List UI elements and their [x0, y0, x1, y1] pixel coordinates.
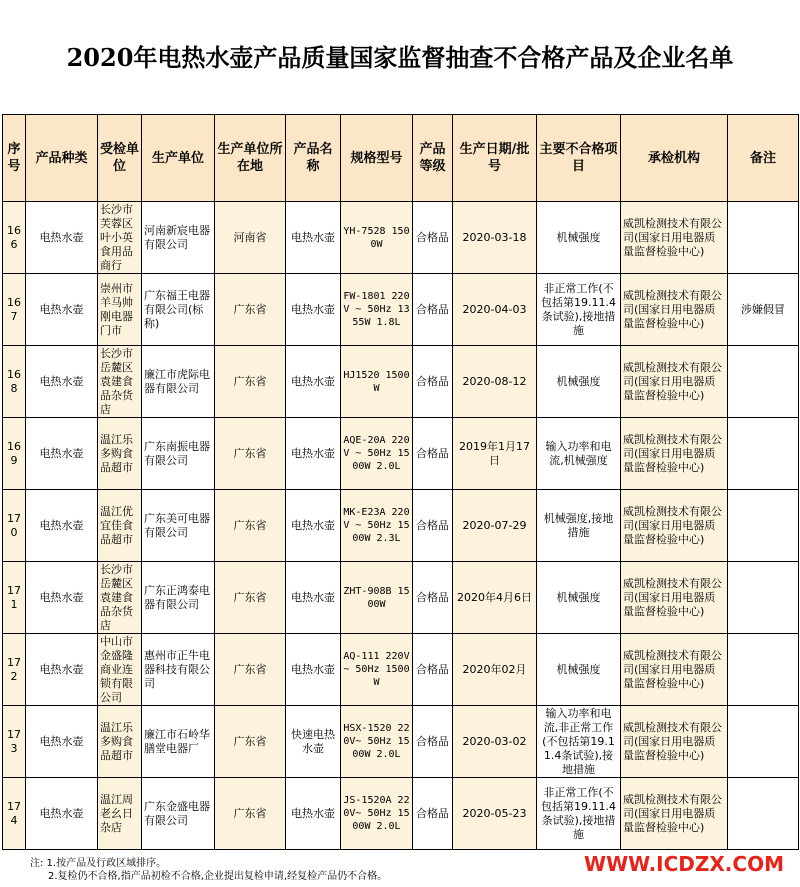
cell-grade: 合格品 [413, 562, 453, 634]
cell-defect: 机械强度 [537, 562, 621, 634]
cell-product: 电热水壶 [286, 274, 341, 346]
header-row [3, 115, 799, 202]
cell-location: 广东省 [215, 562, 286, 634]
cell-model: ZHT-908B 1500W [341, 562, 413, 634]
cell-product: 电热水壶 [286, 418, 341, 490]
header-date: 生产日期/批号 [453, 115, 537, 202]
cell-date: 2020-03-02 [453, 706, 537, 778]
cell-defect: 非正常工作(不包括第19.11.4条试验),接地措施 [537, 778, 621, 850]
header-lab: 承检机构 [621, 115, 728, 202]
cell-no: 173 [3, 706, 26, 778]
footnote-2: 2.复检仍不合格,指产品初检不合格,企业提出复检申请,经复检产品仍不合格。 [48, 871, 388, 882]
table-body [3, 202, 799, 850]
cell-defect: 输入功率和电流,机械强度 [537, 418, 621, 490]
cell-location: 广东省 [215, 778, 286, 850]
table-row [3, 706, 799, 778]
cell-model: YH-7528 1500W [341, 202, 413, 274]
table-row [3, 562, 799, 634]
cell-producer: 广东南振电器有限公司 [142, 418, 215, 490]
cell-no: 166 [3, 202, 26, 274]
cell-product: 电热水壶 [286, 346, 341, 418]
header-grade: 产品等级 [413, 115, 453, 202]
cell-grade: 合格品 [413, 418, 453, 490]
cell-inspected: 长沙市岳麓区袁建食品杂货店 [98, 562, 142, 634]
cell-producer: 河南新宸电器有限公司 [142, 202, 215, 274]
table-row [3, 346, 799, 418]
cell-lab: 威凯检测技术有限公司(国家日用电器质量监督检验中心) [621, 562, 728, 634]
cell-grade: 合格品 [413, 490, 453, 562]
cell-category: 电热水壶 [26, 562, 98, 634]
watermark: WWW.ICDZX.COM [584, 852, 784, 876]
cell-lab: 威凯检测技术有限公司(国家日用电器质量监督检验中心) [621, 706, 728, 778]
table-row [3, 634, 799, 706]
table-row [3, 418, 799, 490]
cell-grade: 合格品 [413, 274, 453, 346]
cell-model: MK-E23A 220V ~ 50Hz 1500W 2.3L [341, 490, 413, 562]
header-category: 产品种类 [26, 115, 98, 202]
cell-remark [728, 418, 799, 490]
cell-model: AQE-20A 220V ~ 50Hz 1500W 2.0L [341, 418, 413, 490]
cell-no: 170 [3, 490, 26, 562]
cell-remark [728, 346, 799, 418]
cell-producer: 廉江市石岭华膳堂电器厂 [142, 706, 215, 778]
cell-grade: 合格品 [413, 634, 453, 706]
cell-grade: 合格品 [413, 202, 453, 274]
cell-defect: 机械强度,接地措施 [537, 490, 621, 562]
cell-location: 广东省 [215, 418, 286, 490]
cell-date: 2020-03-18 [453, 202, 537, 274]
table-row [3, 778, 799, 850]
page-title: 2020年电热水壶产品质量国家监督抽查不合格产品及企业名单 [66, 43, 734, 72]
cell-remark: 涉嫌假冒 [728, 274, 799, 346]
cell-inspected: 温江周老幺日杂店 [98, 778, 142, 850]
cell-product: 电热水壶 [286, 202, 341, 274]
footnote-1: 注: 1.按产品及行政区域排序。 [30, 858, 167, 869]
header-defect: 主要不合格项目 [537, 115, 621, 202]
cell-defect: 机械强度 [537, 346, 621, 418]
header-no: 序号 [3, 115, 26, 202]
header-product: 产品名称 [286, 115, 341, 202]
cell-producer: 广东美可电器有限公司 [142, 490, 215, 562]
cell-category: 电热水壶 [26, 202, 98, 274]
cell-no: 171 [3, 562, 26, 634]
table-row [3, 490, 799, 562]
header-inspected: 受检单位 [98, 115, 142, 202]
cell-remark [728, 202, 799, 274]
cell-model: FW-1801 220V ~ 50Hz 1355W 1.8L [341, 274, 413, 346]
cell-grade: 合格品 [413, 778, 453, 850]
header-model: 规格型号 [341, 115, 413, 202]
cell-lab: 威凯检测技术有限公司(国家日用电器质量监督检验中心) [621, 778, 728, 850]
cell-lab: 威凯检测技术有限公司(国家日用电器质量监督检验中心) [621, 418, 728, 490]
cell-lab: 威凯检测技术有限公司(国家日用电器质量监督检验中心) [621, 202, 728, 274]
cell-defect: 非正常工作(不包括第19.11.4条试验),接地措施 [537, 274, 621, 346]
cell-producer: 广东金盛电器有限公司 [142, 778, 215, 850]
cell-inspected: 中山市金盛隆商业连锁有限公司 [98, 634, 142, 706]
cell-product: 电热水壶 [286, 634, 341, 706]
table-row [3, 202, 799, 274]
cell-model: JS-1520A 220V~ 50Hz 1500W 2.0L [341, 778, 413, 850]
cell-product: 快速电热水壶 [286, 706, 341, 778]
cell-location: 广东省 [215, 274, 286, 346]
cell-product: 电热水壶 [286, 562, 341, 634]
cell-location: 广东省 [215, 634, 286, 706]
cell-lab: 威凯检测技术有限公司(国家日用电器质量监督检验中心) [621, 346, 728, 418]
cell-remark [728, 490, 799, 562]
cell-producer: 广东正鸿泰电器有限公司 [142, 562, 215, 634]
cell-inspected: 长沙市芙蓉区叶小英食用品商行 [98, 202, 142, 274]
cell-defect: 机械强度 [537, 634, 621, 706]
cell-no: 168 [3, 346, 26, 418]
header-remark: 备注 [728, 115, 799, 202]
cell-remark [728, 562, 799, 634]
cell-product: 电热水壶 [286, 490, 341, 562]
cell-date: 2020-04-03 [453, 274, 537, 346]
cell-model: HJ1520 1500W [341, 346, 413, 418]
cell-defect: 输入功率和电流,非正常工作(不包括第19.11.4条试验),接地措施 [537, 706, 621, 778]
cell-remark [728, 778, 799, 850]
cell-date: 2020-07-29 [453, 490, 537, 562]
cell-category: 电热水壶 [26, 634, 98, 706]
cell-remark [728, 634, 799, 706]
header-producer: 生产单位 [142, 115, 215, 202]
cell-no: 169 [3, 418, 26, 490]
cell-date: 2020-05-23 [453, 778, 537, 850]
cell-model: AQ-111 220V ~ 50Hz 1500W [341, 634, 413, 706]
cell-defect: 机械强度 [537, 202, 621, 274]
cell-inspected: 长沙市岳麓区袁建食品杂货店 [98, 346, 142, 418]
results-table [2, 114, 799, 850]
cell-producer: 惠州市正牛电器科技有限公司 [142, 634, 215, 706]
cell-lab: 威凯检测技术有限公司(国家日用电器质量监督检验中心) [621, 490, 728, 562]
footnotes [30, 857, 387, 883]
cell-location: 河南省 [215, 202, 286, 274]
cell-inspected: 温江乐多购食品超市 [98, 418, 142, 490]
cell-no: 174 [3, 778, 26, 850]
cell-no: 172 [3, 634, 26, 706]
cell-location: 广东省 [215, 490, 286, 562]
cell-product: 电热水壶 [286, 778, 341, 850]
cell-date: 2020-08-12 [453, 346, 537, 418]
cell-category: 电热水壶 [26, 706, 98, 778]
cell-category: 电热水壶 [26, 778, 98, 850]
cell-category: 电热水壶 [26, 490, 98, 562]
cell-category: 电热水壶 [26, 418, 98, 490]
cell-date: 2020年4月6日 [453, 562, 537, 634]
table-row [3, 274, 799, 346]
cell-inspected: 温江优宜佳食品超市 [98, 490, 142, 562]
cell-grade: 合格品 [413, 706, 453, 778]
cell-date: 2020年02月 [453, 634, 537, 706]
cell-location: 广东省 [215, 706, 286, 778]
cell-inspected: 崇州市羊马帅刚电器门市 [98, 274, 142, 346]
cell-producer: 廉江市虎际电器有限公司 [142, 346, 215, 418]
header-location: 生产单位所在地 [215, 115, 286, 202]
cell-grade: 合格品 [413, 346, 453, 418]
cell-category: 电热水壶 [26, 346, 98, 418]
cell-date: 2019年1月17日 [453, 418, 537, 490]
cell-location: 广东省 [215, 346, 286, 418]
cell-lab: 威凯检测技术有限公司(国家日用电器质量监督检验中心) [621, 274, 728, 346]
cell-producer: 广东福王电器有限公司(标称) [142, 274, 215, 346]
cell-no: 167 [3, 274, 26, 346]
cell-remark [728, 706, 799, 778]
cell-inspected: 温江乐多购食品超市 [98, 706, 142, 778]
cell-model: HSX-1520 220V~ 50Hz 1500W 2.0L [341, 706, 413, 778]
cell-lab: 威凯检测技术有限公司(国家日用电器质量监督检验中心) [621, 634, 728, 706]
cell-category: 电热水壶 [26, 274, 98, 346]
